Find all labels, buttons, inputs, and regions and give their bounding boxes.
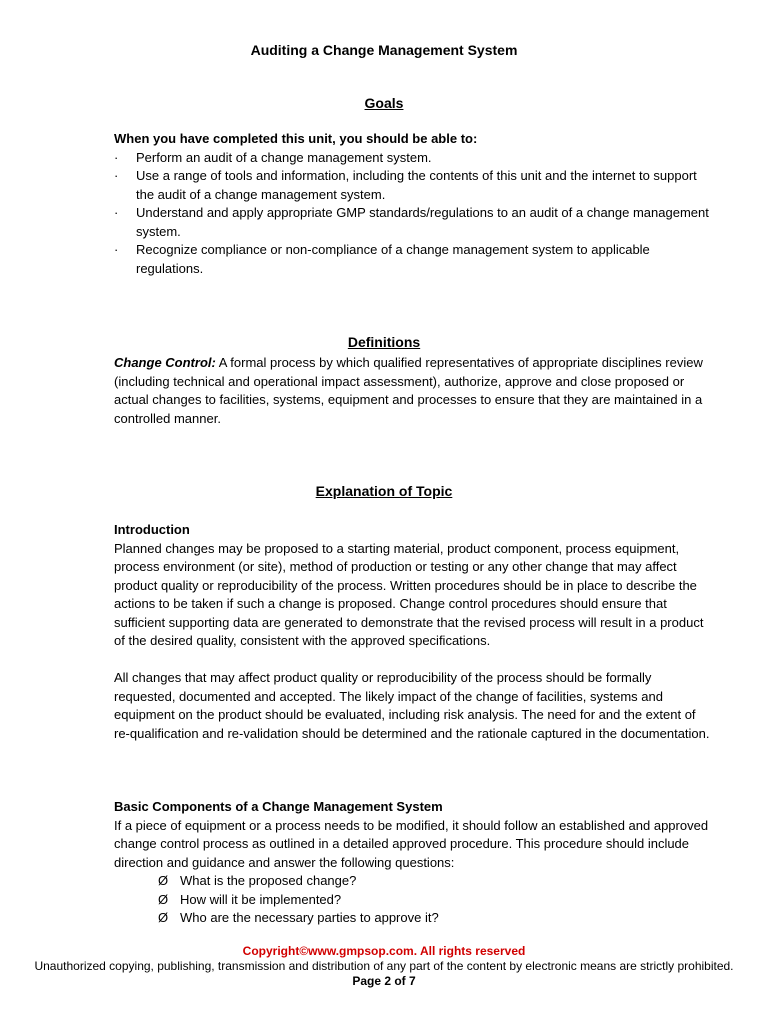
definition-term: Change Control: [114,355,216,370]
definitions-heading: Definitions [347,334,421,350]
goals-item-text: Recognize compliance or non-compliance of a change management system to applicable regulations. [136,242,650,276]
bullet-dot-icon: · [114,149,119,165]
goals-item [114,241,714,278]
copyright-notice: Copyright©www.gmpsop.com. All rights reserved [242,944,526,958]
definitions-section [114,354,714,428]
question-text: What is the proposed change? [180,873,357,888]
definition-text: A formal process by which qualified representatives of appropriate disciplines review (including technical and operational impact assessment), authorize, approve and close proposed or actual changes to facilities, systems, equipment and processes to ensure that they are maintained in a controlled manner. [114,355,703,426]
goals-heading: Goals [364,95,404,111]
goals-item-text: Use a range of tools and information, including the contents of this unit and the internet to support the audit of a change management system. [136,168,697,202]
goals-item-text: Perform an audit of a change management system. [136,149,432,165]
question-item [158,872,714,891]
question-item [158,891,714,910]
question-text: How will it be implemented? [180,891,342,907]
goals-item [114,167,714,204]
arrow-bullet-icon: Ø [158,910,169,925]
goals-section [114,130,714,278]
question-text: Who are the necessary parties to approve it? [180,910,439,925]
basic-components-subheading: Basic Components of a Change Management System [114,799,443,814]
distribution-notice: Unauthorized copying, publishing, transmission and distribution of any part of the content by electronic means are strictly prohibited. [34,959,734,973]
introduction-section [114,521,714,743]
introduction-paragraph-1: Planned changes may be proposed to a starting material, product component, process equipment, process environment (or site), method of production or testing or any other change that may affect product quality or reproducibility of the process. Written procedures should be in place to describe the actions to be taken if such a change is proposed. Change control procedures should ensure that sufficient supporting data are generated to demonstrate that the revised process will result in a product of the desired quality, consistent with the approved specifications. [114,540,704,648]
goals-item [114,149,714,168]
basic-components-section [114,798,714,928]
bullet-dot-icon: · [114,242,119,257]
basic-components-paragraph: If a piece of equipment or a process needs to be modified, it should follow an established and approved change control process as outlined in a detailed approved procedure. This procedure should include direction and guidance and answer the following questions: [114,817,709,870]
explanation-heading: Explanation of Topic [315,483,453,499]
goals-intro: When you have completed this unit, you should be able to: [114,131,478,146]
document-title: Auditing a Change Management System [250,42,518,58]
goals-item-text: Understand and apply appropriate GMP standards/regulations to an audit of a change management system. [136,205,709,239]
page-number: Page 2 of 7 [352,974,416,988]
page-footer [0,944,768,989]
arrow-bullet-icon: Ø [158,891,169,907]
questions-list [114,872,714,928]
arrow-bullet-icon: Ø [158,873,169,888]
question-item [158,909,714,928]
bullet-dot-icon: · [114,168,119,183]
goals-list [114,149,714,279]
bullet-dot-icon: · [114,205,119,220]
introduction-subheading: Introduction [114,522,190,537]
goals-item [114,204,714,241]
introduction-paragraph-2: All changes that may affect product quality or reproducibility of the process should be formally requested, documented and accepted. The likely impact of the change of facilities, systems and equipment on the product should be evaluated, including risk analysis. The need for and the extent of re-qualification and re-validation should be determined and the rationale captured in the documentation. [114,670,710,741]
definition-paragraph [114,354,714,428]
